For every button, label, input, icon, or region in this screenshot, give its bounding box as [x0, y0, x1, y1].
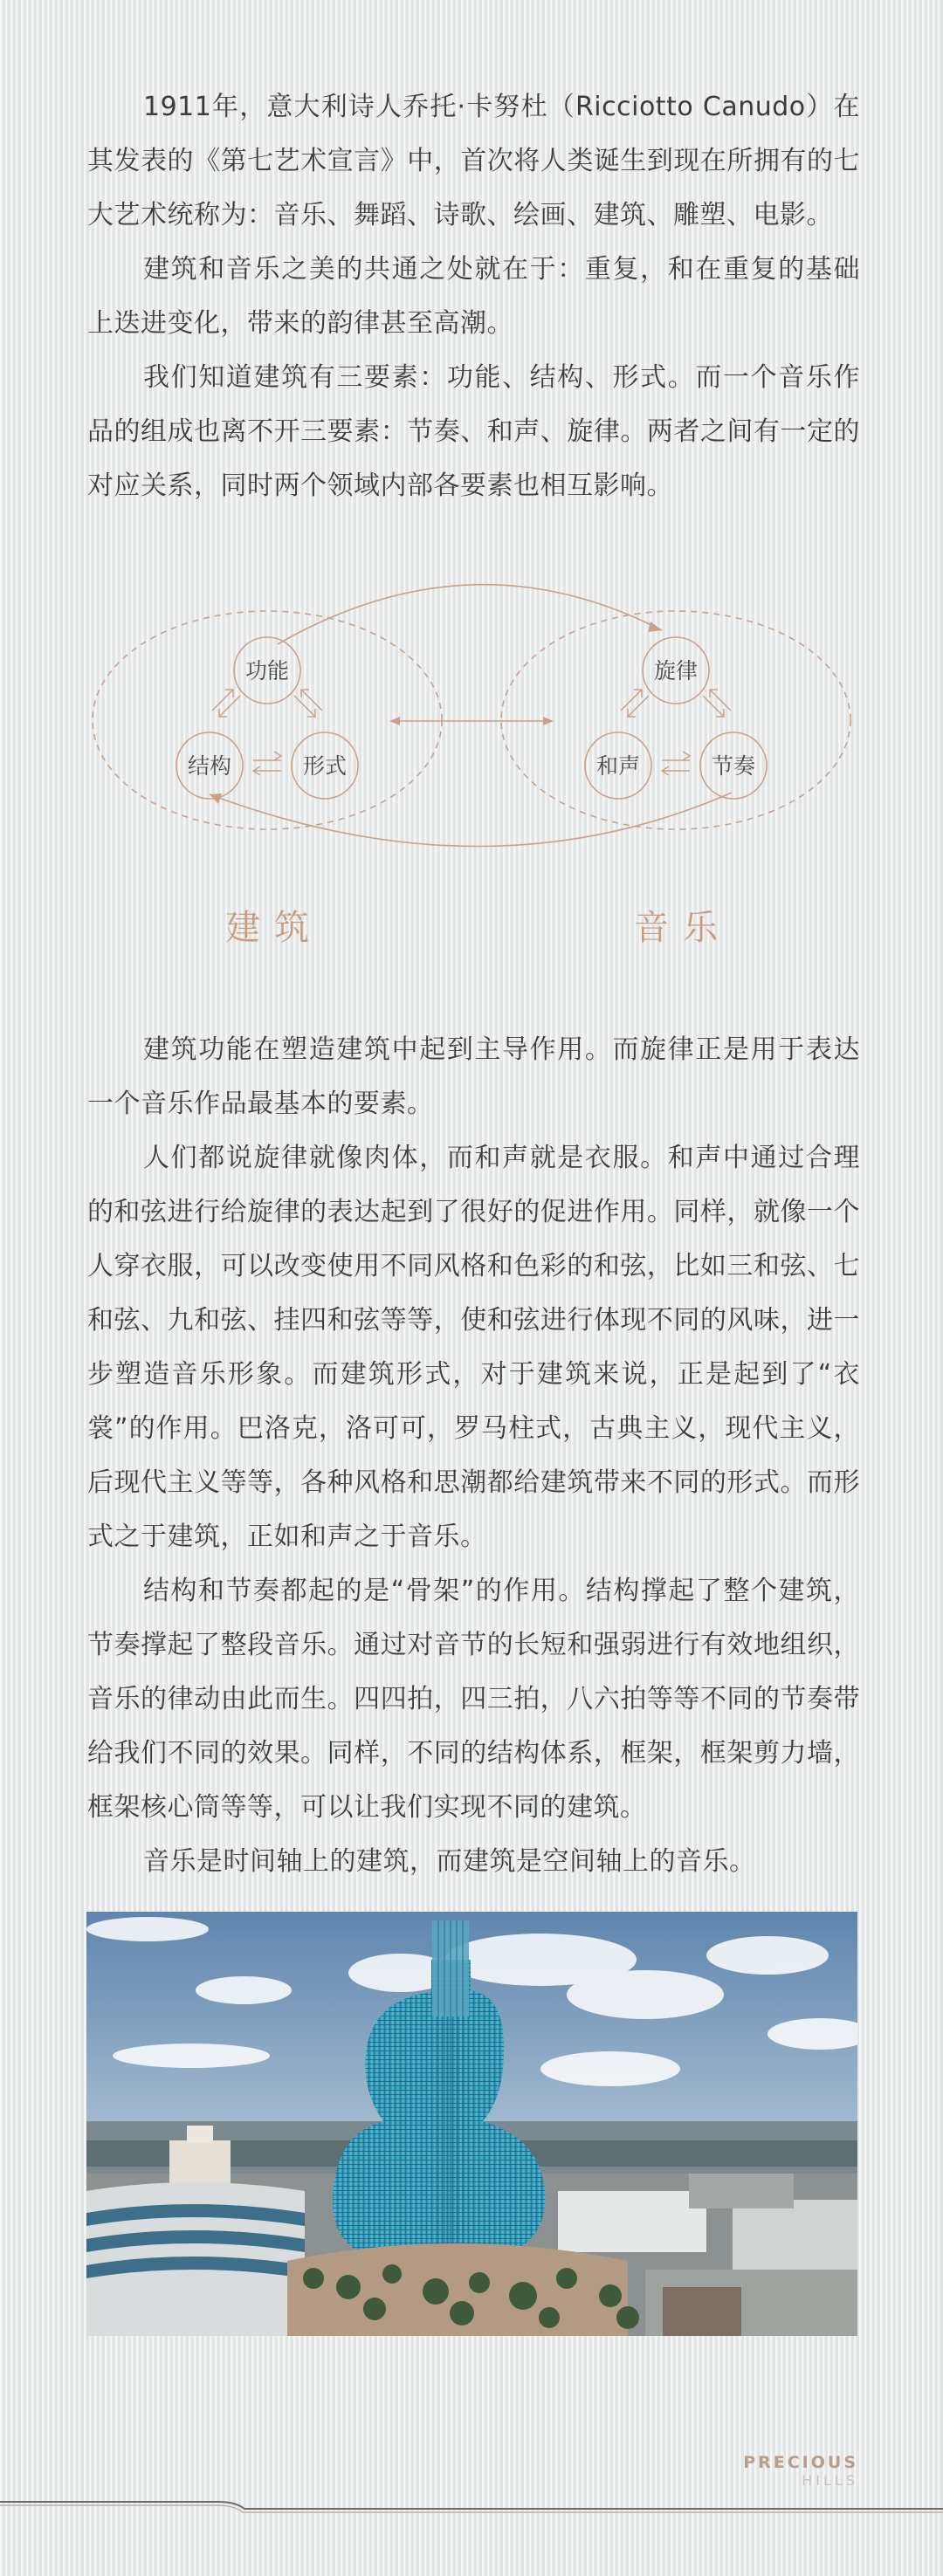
intro-paragraph-2: 建筑和音乐之美的共通之处就在于：重复，和在重复的基础上迭进变化，带来的韵律甚至高潮。 [87, 254, 860, 339]
double-arrow-icon [294, 690, 322, 717]
architecture-title: 建筑 [225, 908, 323, 948]
connector-arrow-right-icon [543, 717, 554, 725]
rhythm-to-structure-arc [210, 793, 732, 847]
connector-arrow-left-icon [389, 717, 400, 725]
node-melody-label: 旋律 [653, 658, 699, 683]
node-rhythm-label: 节奏 [711, 753, 756, 779]
body-paragraph-2: 人们都说旋律就像肉体，而和声就是衣服。和声中通过合理的和弦进行给旋律的表达起到了很好的促进作用。同样，就像一个人穿衣服，可以改变使用不同风格和色彩的和弦，比如三和弦、七和弦、九和弦、挂四和弦等等，使和弦进行体现不同的风味，进一步塑造音乐形象。而建筑形式，对于建筑来说，正是起到了“衣裳”的作用。巴洛克，洛可可，罗马柱式，古典主义，现代主义，后现代主义等等，各种风格和思潮都给建筑带来不同的形式。而形式之于建筑，正如和声之于音乐。 [87, 1143, 860, 1552]
architecture-group-ellipse [93, 611, 442, 829]
guitar-hotel-photo [86, 1912, 857, 2336]
function-to-melody-arc [278, 585, 662, 644]
music-group-ellipse [501, 611, 850, 829]
intro-paragraph-1: 1911年，意大利诗人乔托·卡努杜（Ricciotto Canudo）在其发表的《第七艺术宣言》中，首次将人类诞生到现在所拥有的七大艺术统称为：音乐、舞蹈、诗歌、绘画、建筑、雕塑、电影。 [87, 92, 860, 230]
double-arrow-icon [662, 752, 690, 775]
node-form-label: 形式 [302, 753, 348, 779]
double-arrow-icon [703, 690, 731, 717]
body-paragraph-4: 音乐是时间轴上的建筑，而建筑是空间轴上的音乐。 [143, 1846, 756, 1877]
node-harmony-label: 和声 [595, 753, 641, 779]
music-title: 音乐 [634, 908, 732, 948]
double-arrow-icon [212, 690, 240, 717]
body-paragraph-1: 建筑功能在塑造建筑中起到主导作用。而旋律正是用于表达一个音乐作品最基本的要素。 [87, 1034, 860, 1119]
brand-logo [743, 2453, 858, 2489]
architecture-music-diagram [0, 559, 943, 960]
intro-paragraph-3: 我们知道建筑有三要素：功能、结构、形式。而一个音乐作品的组成也离不开三要素：节奏、和声、旋律。两者之间有一定的对应关系，同时两个领域内部各要素也相互影响。 [87, 362, 860, 501]
brand-name-line1: PRECIOUS [743, 2453, 858, 2472]
double-arrow-icon [621, 690, 649, 717]
node-function-label: 功能 [244, 658, 290, 683]
arc-arrowhead-icon [648, 622, 662, 632]
body-paragraph-3: 结构和节奏都起的是“骨架”的作用。结构撑起了整个建筑，节奏撑起了整段音乐。通过对音节的长短和强弱进行有效地组织，音乐的律动由此而生。四四拍，四三拍，八六拍等等不同的节奏带给我们不同的效果。同样，不同的结构体系，框架，框架剪力墙，框架核心筒等等，可以让我们实现不同的建筑。 [87, 1576, 860, 1823]
double-arrow-icon [253, 752, 281, 775]
node-structure-label: 结构 [187, 753, 232, 779]
brand-name-line2: HILLS [802, 2472, 858, 2489]
footer-decorative-line [0, 2488, 943, 2523]
